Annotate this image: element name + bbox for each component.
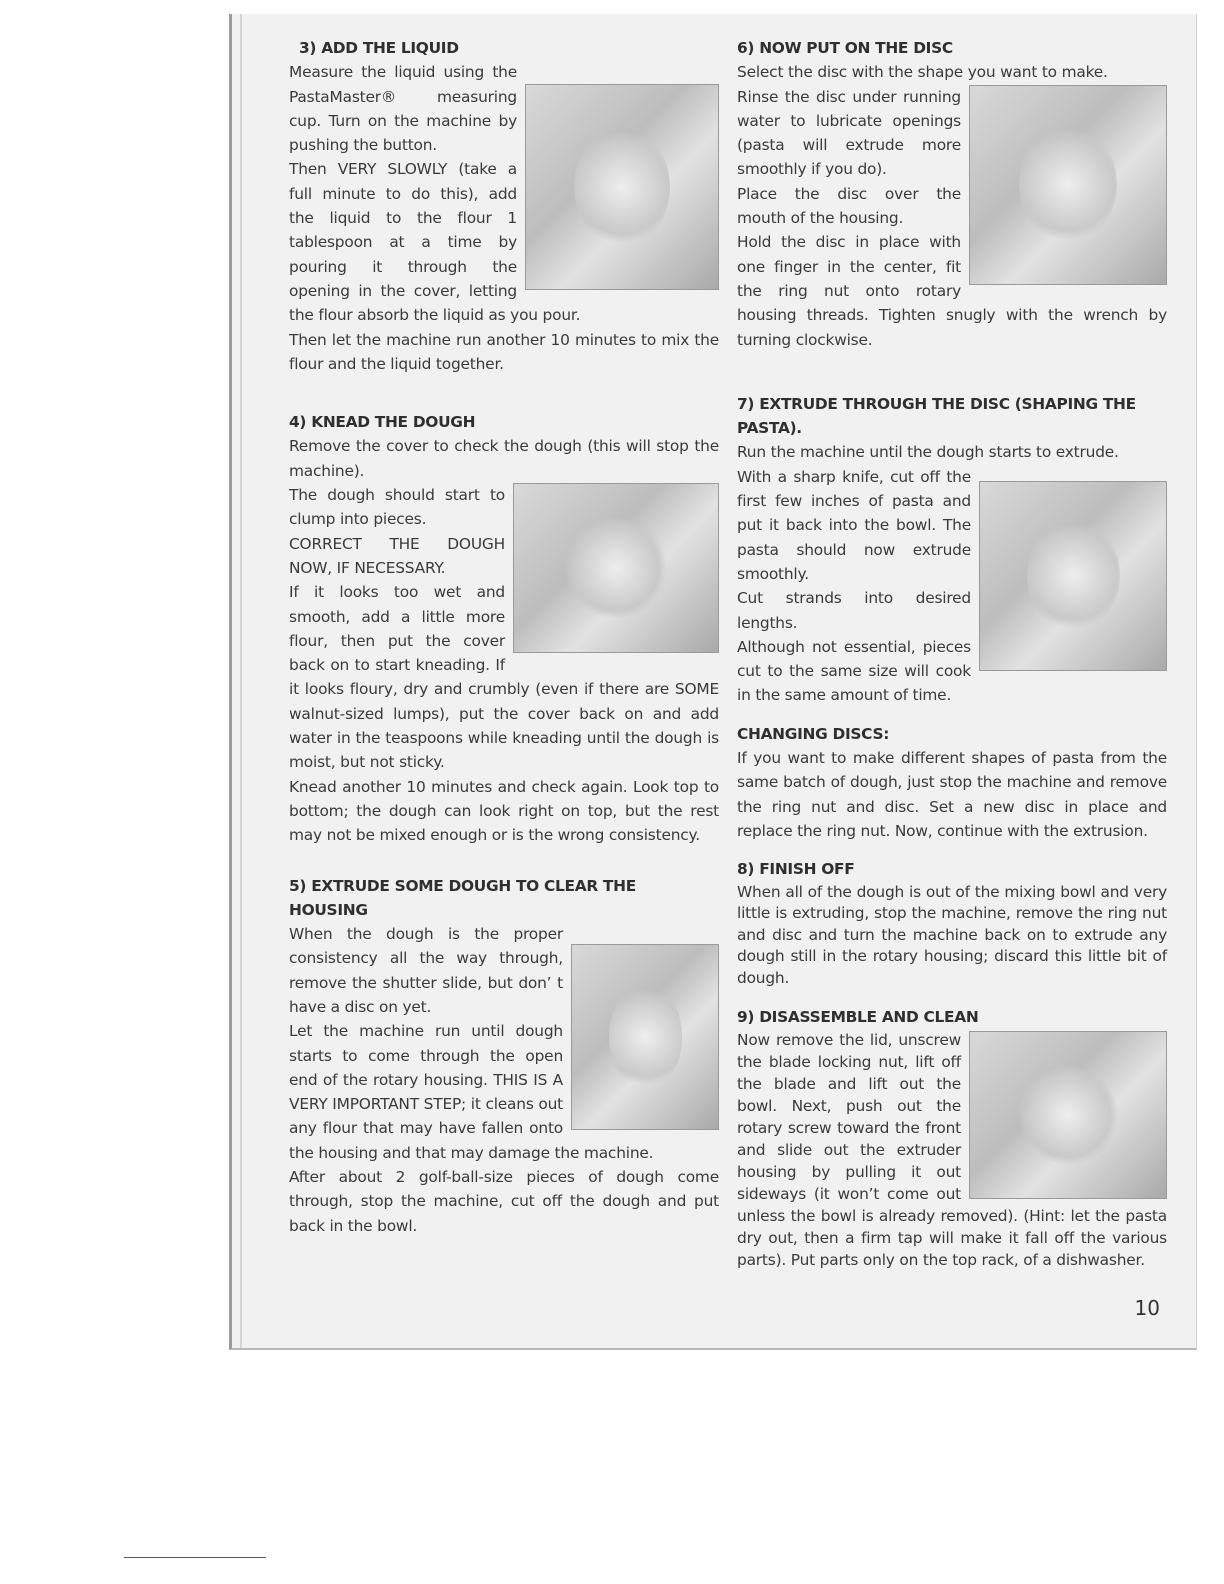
text-extrude-disc-1: Run the machine until the dough starts to extrude. xyxy=(737,443,1119,462)
left-column xyxy=(289,36,719,1238)
text-knead-3: CORRECT THE DOUGH NOW, IF NECESSARY. xyxy=(289,534,505,577)
text-knead-1: Remove the cover to check the dough (this will stop the machine). xyxy=(289,437,719,480)
heading-knead-dough: 4) KNEAD THE DOUGH xyxy=(289,413,476,432)
text-add-liquid-3: Then let the machine run another 10 minutes to mix the flour and the liquid together. xyxy=(289,330,719,373)
heading-add-liquid: 3) ADD THE LIQUID xyxy=(299,39,459,57)
text-disc-3: Place the disc over the mouth of the housing. xyxy=(737,184,961,228)
photo-cutting-pasta xyxy=(979,481,1167,671)
text-disassemble: Now remove the lid, unscrew the blade locking nut, lift off the blade and lift out the bowl. Next, push out the rotary screw toward the front and slide out the extruder housing by pulling it out sideways (it won’t come out unless the bowl is already removed). (Hint: let the pasta dry out, then a firm tap will make it fall off the various parts). Put parts only on the top rack, of a dishwasher. xyxy=(737,1031,1167,1270)
text-extrude-clear-1: When the dough is the proper consistency all the way through, remove the shutter slide, but don’ t have a disc on yet. xyxy=(289,925,563,1016)
text-finish-off: When all of the dough is out of the mixing bowl and very little is extruding, stop the machine, remove the ring nut and disc and turn the machine back on to extrude any dough still in the rotary housing; discard this little bit of dough. xyxy=(737,882,1167,987)
text-changing-discs: If you want to make different shapes of pasta from the same batch of dough, just stop the machine and remove the ring nut and disc. Set a new disc in place and replace the ring nut. Now, continue with the extrusion. xyxy=(737,749,1167,840)
text-extrude-disc-3: Cut strands into desired lengths. xyxy=(737,589,971,632)
text-extrude-disc-2: With a sharp knife, cut off the first few inches of pasta and put it back into the bowl. The pasta should now extrude smoothly. xyxy=(737,467,971,583)
manual-page xyxy=(229,14,1197,1350)
text-knead-5: Knead another 10 minutes and check again. Look top to bottom; the dough can look right on top, but the rest may not be mixed enough or is the wrong consistency. xyxy=(289,777,719,845)
text-extrude-clear-3: After about 2 golf-ball-size pieces of dough come through, stop the machine, cut off the dough and put back in the bowl. xyxy=(289,1168,719,1235)
heading-extrude-disc: 7) EXTRUDE THROUGH THE DISC (SHAPING THE PASTA). xyxy=(737,394,1136,438)
photo-pouring-liquid xyxy=(525,84,719,290)
heading-disassemble: 9) DISASSEMBLE AND CLEAN xyxy=(737,1008,979,1026)
heading-changing-discs: CHANGING DISCS: xyxy=(737,724,890,743)
text-extrude-disc-4: Although not essential, pieces cut to the same size will cook in the same amount of time. xyxy=(737,637,971,705)
heading-put-on-disc: 6) NOW PUT ON THE DISC xyxy=(737,39,953,57)
text-knead-4: If it looks too wet and smooth, add a little more flour, then put the cover back on to start kneading. If it looks floury, dry and crumbly (even if there are SOME walnut-sized lumps), put the cover back on and add water in the teaspoons while kneading until the dough is moist, but not sticky. xyxy=(289,583,719,772)
heading-extrude-clear: 5) EXTRUDE SOME DOUGH TO CLEAR THE HOUSING xyxy=(289,876,636,919)
right-column xyxy=(737,36,1167,1271)
text-add-liquid-2: Then VERY SLOWLY (take a full minute to do this), add the liquid to the flour 1 tablespoon at a time by pouring it through the opening in the cover, letting the flour absorb the liquid as you pour. xyxy=(289,160,581,325)
text-disc-1: Select the disc with the shape you want to make. xyxy=(737,63,1108,82)
text-knead-2: The dough should start to clump into pieces. xyxy=(289,486,505,529)
photo-disc-rinse xyxy=(969,85,1167,285)
heading-finish-off: 8) FINISH OFF xyxy=(737,860,855,879)
photo-dough-bowl xyxy=(513,483,719,653)
text-add-liquid-1: Measure the liquid using the PastaMaster® measuring cup. Turn on the machine by pushing the button. xyxy=(289,63,517,155)
text-disc-4: Hold the disc in place with one finger in the center, fit the ring nut onto rotary housing threads. Tighten snugly with the wrench by turning clockwise. xyxy=(737,233,1167,349)
footer-rule xyxy=(124,1557,266,1558)
photo-extruder-housing xyxy=(571,944,719,1130)
text-extrude-clear-2: Let the machine run until dough starts to come through the open end of the rotary housing. THIS IS A VERY IMPORTANT STEP; it cleans out any flour that may have fallen onto the housing and that may damage the machine. xyxy=(289,1022,654,1162)
page-number: 10 xyxy=(1134,1296,1160,1320)
photo-disassembled-parts xyxy=(969,1031,1167,1199)
text-disc-2: Rinse the disc under running water to lubricate openings (pasta will extrude more smoothly if you do). xyxy=(737,87,961,179)
